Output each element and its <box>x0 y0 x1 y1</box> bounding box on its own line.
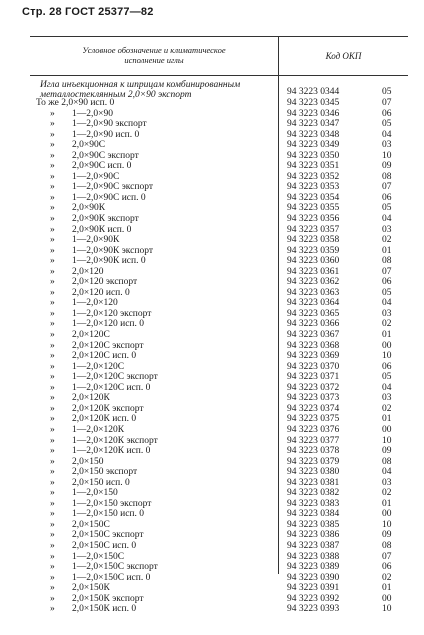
row-okp-code: 94 3223 0371 <box>287 372 340 383</box>
row-check-digits: 08 <box>382 171 392 182</box>
row-okp-code: 94 3223 0348 <box>287 129 340 140</box>
row-check-digits: 02 <box>382 319 392 330</box>
row-check-digits: 00 <box>382 424 392 435</box>
row-designation: 1—2,0×120С исп. 0 <box>72 382 151 393</box>
table-row <box>0 541 424 552</box>
row-check-digits: 10 <box>382 435 392 446</box>
ditto-mark: » <box>50 519 55 530</box>
row-designation: 1—2,0×90 экспорт <box>72 119 147 130</box>
row-designation: 1—2,0×120К <box>72 424 125 435</box>
table-row <box>0 193 424 204</box>
row-check-digits: 06 <box>382 562 392 573</box>
row-check-digits: 07 <box>382 551 392 562</box>
row-okp-code: 94 3223 0363 <box>287 287 340 298</box>
row-check-digits: 00 <box>382 593 392 604</box>
ditto-mark: » <box>50 235 55 246</box>
row-okp-code: 94 3223 0376 <box>287 424 340 435</box>
table-row <box>0 372 424 383</box>
table-row <box>0 552 424 563</box>
table-row <box>0 267 424 278</box>
table-row <box>0 161 424 172</box>
table-row <box>0 467 424 478</box>
row-okp-code: 94 3223 0366 <box>287 319 340 330</box>
row-check-digits: 04 <box>382 467 392 478</box>
row-designation: 1—2,0×90С <box>72 171 120 182</box>
row-check-digits: 01 <box>382 498 392 509</box>
row-designation: 1—2,0×90К исп. 0 <box>72 256 146 267</box>
ditto-mark: » <box>50 203 55 214</box>
row-check-digits: 02 <box>382 235 392 246</box>
ditto-mark: » <box>50 551 55 562</box>
row-okp-code: 94 3223 0359 <box>287 245 340 256</box>
row-designation: 2,0×90С экспорт <box>72 150 139 161</box>
ditto-mark: » <box>50 414 55 425</box>
row-designation: 1—2,0×90С исп. 0 <box>72 192 146 203</box>
table-row <box>0 583 424 594</box>
table-row <box>0 562 424 573</box>
ditto-mark: » <box>50 509 55 520</box>
row-okp-code: 94 3223 0383 <box>287 498 340 509</box>
ditto-mark: » <box>50 308 55 319</box>
row-okp-code: 94 3223 0372 <box>287 382 340 393</box>
row-okp-code: 94 3223 0392 <box>287 593 340 604</box>
row-okp-code: 94 3223 0347 <box>287 119 340 130</box>
row-okp-code: 94 3223 0390 <box>287 572 340 583</box>
table-row <box>0 414 424 425</box>
ditto-mark: » <box>50 382 55 393</box>
table-row <box>0 109 424 120</box>
table-row <box>0 172 424 183</box>
row-designation: 1—2,0×120 экспорт <box>72 308 152 319</box>
table-row <box>0 446 424 457</box>
ditto-mark: » <box>50 245 55 256</box>
ditto-mark: » <box>50 467 55 478</box>
table-row <box>0 393 424 404</box>
row-okp-code: 94 3223 0388 <box>287 551 340 562</box>
ditto-mark: » <box>50 456 55 467</box>
row-check-digits: 02 <box>382 488 392 499</box>
row-designation: 2,0×90С <box>72 140 106 151</box>
table-row <box>0 478 424 489</box>
row-check-digits: 02 <box>382 572 392 583</box>
row-check-digits: 05 <box>382 287 392 298</box>
ditto-mark: » <box>50 498 55 509</box>
row-designation: 2,0×150 <box>72 456 104 467</box>
intro-code <box>287 87 392 97</box>
ditto-mark: » <box>50 129 55 140</box>
row-check-digits: 09 <box>382 530 392 541</box>
ditto-mark: » <box>50 330 55 341</box>
table-row <box>0 288 424 299</box>
ditto-mark: » <box>50 530 55 541</box>
ditto-mark: » <box>50 361 55 372</box>
table-row <box>0 488 424 499</box>
row-check-digits: 01 <box>382 245 392 256</box>
row-okp-code: 94 3223 0350 <box>287 150 340 161</box>
row-check-digits: 03 <box>382 224 392 235</box>
intro-description: Игла инъекционная к шприцам комбинированным металлостеклянным 2,0×90 экспорт <box>40 80 241 100</box>
row-check-digits: 07 <box>382 182 392 193</box>
table-row <box>0 362 424 373</box>
table-row <box>0 235 424 246</box>
row-check-digits: 05 <box>382 203 392 214</box>
ditto-mark: » <box>50 140 55 151</box>
row-designation: 1—2,0×90К <box>72 235 120 246</box>
table-row <box>0 530 424 541</box>
row-okp-code: 94 3223 0354 <box>287 192 340 203</box>
row-okp-code: 94 3223 0385 <box>287 519 340 530</box>
ditto-mark: » <box>50 572 55 583</box>
table-row <box>0 119 424 130</box>
row-okp-code: 94 3223 0379 <box>287 456 340 467</box>
row-designation: 1—2,0×150 <box>72 488 118 499</box>
intro-code-check: 05 <box>382 87 392 97</box>
table-row <box>0 604 424 615</box>
row-okp-code: 94 3223 0387 <box>287 540 340 551</box>
row-designation: 1—2,0×90 исп. 0 <box>72 129 140 140</box>
table-row <box>0 203 424 214</box>
row-okp-code: 94 3223 0346 <box>287 108 340 119</box>
row-designation: 2,0×120 <box>72 266 104 277</box>
table-row <box>0 130 424 141</box>
table-row <box>0 520 424 531</box>
table-row <box>0 98 424 109</box>
row-okp-code: 94 3223 0364 <box>287 298 340 309</box>
row-designation: 1—2,0×150 экспорт <box>72 498 152 509</box>
row-check-digits: 07 <box>382 98 392 108</box>
table-row <box>0 140 424 151</box>
ditto-mark: » <box>50 593 55 604</box>
row-designation: 2,0×120 исп. 0 <box>72 287 130 298</box>
row-designation: 1—2,0×150 исп. 0 <box>72 509 144 520</box>
row-check-digits: 04 <box>382 214 392 225</box>
row-check-digits: 10 <box>382 604 392 615</box>
row-designation: 1—2,0×120 исп. 0 <box>72 319 144 330</box>
row-designation: 2,0×150С <box>72 519 110 530</box>
row-okp-code: 94 3223 0374 <box>287 403 340 414</box>
table-row <box>0 182 424 193</box>
row-okp-code: 94 3223 0381 <box>287 477 340 488</box>
ditto-mark: » <box>50 446 55 457</box>
row-okp-code: 94 3223 0393 <box>287 604 340 615</box>
row-okp-code: 94 3223 0349 <box>287 140 340 151</box>
row-designation: 1—2,0×120 <box>72 298 118 309</box>
row-designation: 2,0×150К исп. 0 <box>72 604 137 615</box>
row-okp-code: 94 3223 0369 <box>287 351 340 362</box>
ditto-mark: » <box>50 351 55 362</box>
ditto-mark: » <box>50 224 55 235</box>
table-row <box>0 425 424 436</box>
ditto-mark: » <box>50 403 55 414</box>
table-row <box>0 330 424 341</box>
row-designation: 2,0×150К <box>72 583 110 594</box>
row-okp-code: 94 3223 0375 <box>287 414 340 425</box>
row-check-digits: 09 <box>382 161 392 172</box>
row-check-digits: 01 <box>382 330 392 341</box>
row-okp-code: 94 3223 0358 <box>287 235 340 246</box>
page-title: Стр. 28 ГОСТ 25377—82 <box>22 6 154 18</box>
row-check-digits: 01 <box>382 583 392 594</box>
row-check-digits: 00 <box>382 509 392 520</box>
table-row <box>0 256 424 267</box>
table-row <box>0 277 424 288</box>
row-okp-code: 94 3223 0361 <box>287 266 340 277</box>
table-row <box>0 594 424 605</box>
row-check-digits: 03 <box>382 308 392 319</box>
row-designation: 2,0×90К экспорт <box>72 214 139 225</box>
row-designation: 2,0×90К <box>72 203 106 214</box>
row-check-digits: 02 <box>382 403 392 414</box>
table-row <box>0 436 424 447</box>
row-okp-code: 94 3223 0345 <box>287 98 340 108</box>
row-okp-code: 94 3223 0355 <box>287 203 340 214</box>
row-okp-code: 94 3223 0373 <box>287 393 340 404</box>
row-check-digits: 00 <box>382 340 392 351</box>
row-check-digits: 06 <box>382 361 392 372</box>
ditto-mark: » <box>50 340 55 351</box>
row-designation: 2,0×150 экспорт <box>72 467 138 478</box>
ditto-mark: » <box>50 108 55 119</box>
row-designation: 2,0×120К <box>72 393 110 404</box>
row-check-digits: 06 <box>382 277 392 288</box>
row-check-digits: 10 <box>382 351 392 362</box>
ditto-mark: » <box>50 435 55 446</box>
row-check-digits: 09 <box>382 446 392 457</box>
row-okp-code: 94 3223 0357 <box>287 224 340 235</box>
row-check-digits: 06 <box>382 108 392 119</box>
ditto-mark: » <box>50 424 55 435</box>
row-designation: То же 2,0×90 исп. 0 <box>36 98 115 108</box>
ditto-mark: » <box>50 540 55 551</box>
row-okp-code: 94 3223 0377 <box>287 435 340 446</box>
ditto-mark: » <box>50 488 55 499</box>
row-designation: 2,0×150 исп. 0 <box>72 477 130 488</box>
row-check-digits: 08 <box>382 540 392 551</box>
intro-code-number: 94 3223 0344 <box>287 87 340 97</box>
ditto-mark: » <box>50 182 55 193</box>
table-row <box>0 573 424 584</box>
row-designation: 1—2,0×90 <box>72 108 113 119</box>
row-okp-code: 94 3223 0367 <box>287 330 340 341</box>
header-designation-line1: Условное обозначение и климатическое <box>82 45 226 55</box>
ditto-mark: » <box>50 214 55 225</box>
table-row <box>0 246 424 257</box>
row-okp-code: 94 3223 0352 <box>287 171 340 182</box>
ditto-mark: » <box>50 319 55 330</box>
row-designation: 2,0×120С <box>72 330 110 341</box>
ditto-mark: » <box>50 150 55 161</box>
table-row <box>0 457 424 468</box>
row-check-digits: 03 <box>382 477 392 488</box>
row-designation: 1—2,0×150С исп. 0 <box>72 572 151 583</box>
ditto-mark: » <box>50 393 55 404</box>
row-okp-code: 94 3223 0360 <box>287 256 340 267</box>
table-row <box>0 298 424 309</box>
row-check-digits: 10 <box>382 519 392 530</box>
ditto-mark: » <box>50 372 55 383</box>
row-designation: 1—2,0×120К экспорт <box>72 435 158 446</box>
row-okp-code: 94 3223 0380 <box>287 467 340 478</box>
table-row <box>0 383 424 394</box>
row-okp-code: 94 3223 0362 <box>287 277 340 288</box>
table-row <box>0 225 424 236</box>
table-row <box>0 319 424 330</box>
row-check-digits: 05 <box>382 372 392 383</box>
row-okp-code: 94 3223 0356 <box>287 214 340 225</box>
table-row <box>0 309 424 320</box>
row-check-digits: 04 <box>382 129 392 140</box>
table-row <box>0 499 424 510</box>
row-designation: 1—2,0×120К исп. 0 <box>72 446 151 457</box>
row-designation: 2,0×150С исп. 0 <box>72 540 137 551</box>
ditto-mark: » <box>50 161 55 172</box>
row-designation: 1—2,0×150С <box>72 551 125 562</box>
row-check-digits: 03 <box>382 140 392 151</box>
row-designation: 2,0×120 экспорт <box>72 277 138 288</box>
ditto-mark: » <box>50 477 55 488</box>
row-check-digits: 04 <box>382 382 392 393</box>
row-okp-code: 94 3223 0378 <box>287 446 340 457</box>
ditto-mark: » <box>50 266 55 277</box>
row-designation: 2,0×150К экспорт <box>72 593 144 604</box>
code-table-body <box>0 98 424 615</box>
ditto-mark: » <box>50 562 55 573</box>
row-okp-code: 94 3223 0389 <box>287 562 340 573</box>
ditto-mark: » <box>50 171 55 182</box>
row-designation: 2,0×120С экспорт <box>72 340 144 351</box>
row-check-digits: 01 <box>382 414 392 425</box>
row-check-digits: 07 <box>382 266 392 277</box>
header-designation-line2: исполнение иглы <box>124 55 184 65</box>
row-okp-code: 94 3223 0368 <box>287 340 340 351</box>
row-okp-code: 94 3223 0365 <box>287 308 340 319</box>
row-designation: 1—2,0×90С экспорт <box>72 182 153 193</box>
table-row <box>0 341 424 352</box>
row-check-digits: 06 <box>382 192 392 203</box>
table-row <box>0 151 424 162</box>
row-okp-code: 94 3223 0382 <box>287 488 340 499</box>
ditto-mark: » <box>50 287 55 298</box>
row-designation: 1—2,0×120С экспорт <box>72 372 158 383</box>
row-designation: 2,0×120С исп. 0 <box>72 351 137 362</box>
row-designation: 2,0×150С экспорт <box>72 530 144 541</box>
table-row <box>0 351 424 362</box>
ditto-mark: » <box>50 583 55 594</box>
header-designation <box>30 37 278 75</box>
row-okp-code: 94 3223 0351 <box>287 161 340 172</box>
row-designation: 1—2,0×120С <box>72 361 125 372</box>
ditto-mark: » <box>50 192 55 203</box>
row-check-digits: 05 <box>382 119 392 130</box>
row-designation: 2,0×90С исп. 0 <box>72 161 132 172</box>
row-check-digits: 10 <box>382 150 392 161</box>
ditto-mark: » <box>50 298 55 309</box>
row-designation: 1—2,0×90К экспорт <box>72 245 153 256</box>
row-check-digits: 04 <box>382 298 392 309</box>
row-okp-code: 94 3223 0391 <box>287 583 340 594</box>
row-check-digits: 08 <box>382 256 392 267</box>
row-check-digits: 03 <box>382 393 392 404</box>
row-designation: 2,0×120К исп. 0 <box>72 414 137 425</box>
row-check-digits: 08 <box>382 456 392 467</box>
ditto-mark: » <box>50 604 55 615</box>
row-designation: 2,0×90К исп. 0 <box>72 224 132 235</box>
table-row <box>0 214 424 225</box>
table-row <box>0 404 424 415</box>
table-header <box>30 36 408 76</box>
row-designation: 2,0×120К экспорт <box>72 403 144 414</box>
ditto-mark: » <box>50 277 55 288</box>
ditto-mark: » <box>50 119 55 130</box>
row-okp-code: 94 3223 0353 <box>287 182 340 193</box>
row-okp-code: 94 3223 0386 <box>287 530 340 541</box>
table-row <box>0 509 424 520</box>
ditto-mark: » <box>50 256 55 267</box>
row-okp-code: 94 3223 0384 <box>287 509 340 520</box>
header-code: Код ОКП <box>325 51 362 61</box>
row-designation: 1—2,0×150С экспорт <box>72 562 158 573</box>
row-okp-code: 94 3223 0370 <box>287 361 340 372</box>
